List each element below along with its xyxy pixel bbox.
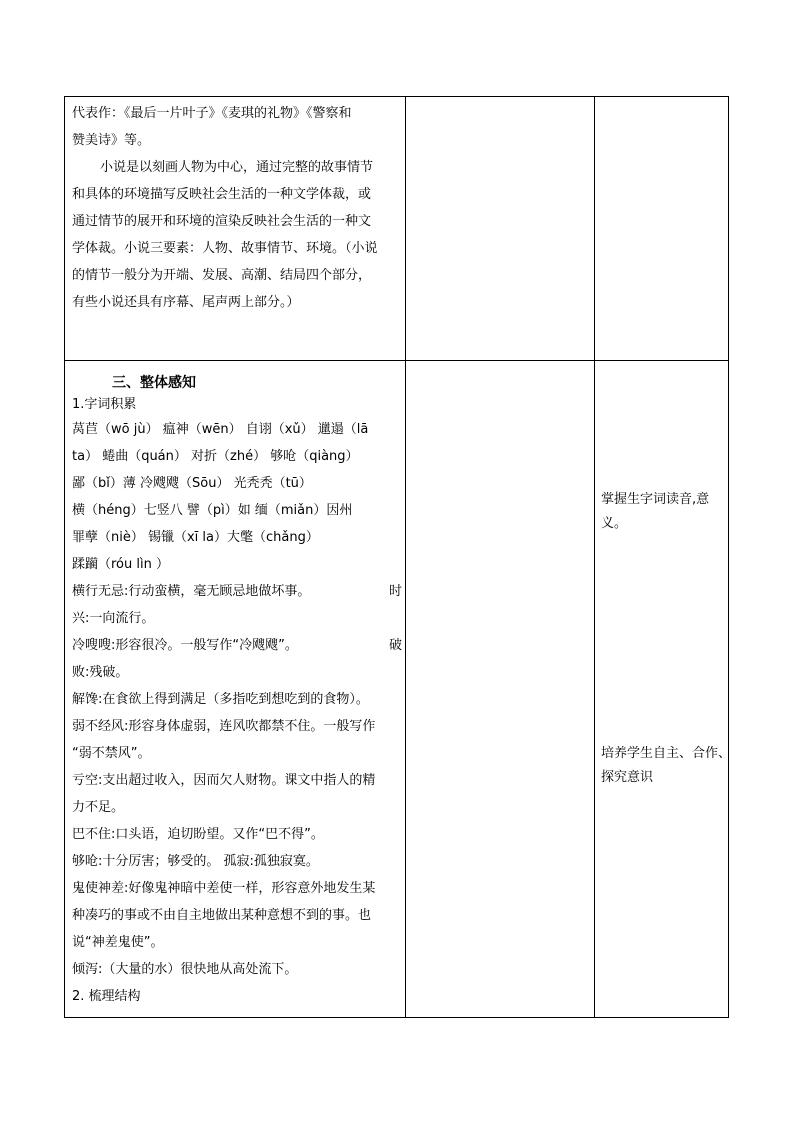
definition-line-cont-1: 兴:一向流行。 xyxy=(72,611,155,626)
vocab-line-4: 横（héng）七竖八 譬（pì）如 缅（miǎn）因州 xyxy=(72,503,353,518)
column-divider-1 xyxy=(405,97,406,1017)
row1-line-1: 代表作：《最后一片叶子》《麦琪的礼物》《警察和 xyxy=(72,106,352,121)
row1-line-3: 小说是以刻画人物为中心，通过完整的故事情节 xyxy=(100,160,374,175)
definition-line: 倾泻:（大量的水）很快地从高处流下。 xyxy=(72,962,298,977)
section-heading: 三、整体感知 xyxy=(112,375,196,391)
definition-line-split-2 xyxy=(72,632,402,659)
vocab-line-5: 罪孽（niè） 锡镴（xī la）大氅（chǎng） xyxy=(72,530,319,545)
row1-line-7: 的情节一般分为开端、发展、高潮、结局四个部分， xyxy=(72,268,372,283)
column-divider-2 xyxy=(594,97,595,1017)
vocab-line-6: 蹂躏（róu lìn ） xyxy=(72,557,169,572)
row1-line-4: 和具体的环境描写反映社会生活的一种文学体裁，或 xyxy=(72,187,372,202)
definition-line: 亏空:支出超过收入，因而欠人财物。课文中指人的精 xyxy=(72,773,376,788)
lesson-plan-table xyxy=(64,96,732,1018)
definition-line: 巴不住:口头语，迫切盼望。又作“巴不得”。 xyxy=(72,827,324,842)
definition-line: 解馋:在食欲上得到满足（多指吃到想吃到的食物）。 xyxy=(72,692,369,707)
definition-text: 冷嗖嗖:形容很冷。一般写作“冷飕飕”。 xyxy=(72,638,298,653)
definition-line: 弱不经风:形容身体虚弱，连风吹都禁不住。一般写作 xyxy=(72,719,376,734)
goal-note-2-line-1: 培养学生自主、合作、 xyxy=(601,746,732,761)
row1-line-8: 有些小说还具有序幕、尾声两上部分。） xyxy=(72,295,300,310)
vocab-subheading: 1.字词积累 xyxy=(72,397,137,412)
row1-line-5: 通过情节的展开和环境的渲染反映社会生活的一种文 xyxy=(72,214,372,229)
definition-line: 鬼使神差:好像鬼神暗中差使一样，形容意外地发生某 xyxy=(72,881,376,896)
row1-line-6: 学体裁。小说三要素：人物、故事情节、环境。（小说 xyxy=(72,241,378,256)
vocab-line-3: 鄙（bǐ）薄 冷飕飕（Sōu） 光秃秃（tū） xyxy=(72,476,312,491)
definition-text-tail: 破 xyxy=(388,638,402,653)
definition-text-tail: 时 xyxy=(388,584,402,599)
row1-content-cell xyxy=(72,100,402,316)
goal-note-1-line-2: 义。 xyxy=(601,516,628,531)
row1-line-2: 赞美诗》等。 xyxy=(72,133,151,148)
definition-line-cont-2: 败:残破。 xyxy=(72,665,129,680)
definition-line: 够呛:十分厉害；够受的。 孤寂:孤独寂寞。 xyxy=(72,854,319,869)
vocab-line-2: ta） 蜷曲（quán） 对折（zhé） 够呛（qiàng） xyxy=(72,449,359,464)
definition-text: 横行无忌:行动蛮横，毫无顾忌地做坏事。 xyxy=(72,584,311,599)
definition-line: 种凑巧的事或不由自主地做出某种意想不到的事。也 xyxy=(72,908,372,923)
goal-note-1 xyxy=(601,488,709,536)
goal-note-1-line-1: 掌握生字词读音,意 xyxy=(601,492,710,507)
definition-line: 力不足。 xyxy=(72,800,125,815)
goal-note-2-line-2: 探究意识 xyxy=(601,770,654,785)
vocab-line-1: 莴苣（wō jù） 瘟神（wēn） 自诩（xǔ） 邋遢（lā xyxy=(72,422,369,437)
structure-subheading: 2. 梳理结构 xyxy=(72,989,141,1004)
definition-line: “弱不禁风”。 xyxy=(72,746,151,761)
definition-line: 说“神差鬼使”。 xyxy=(72,935,164,950)
row2-content-cell xyxy=(72,372,402,1010)
goal-note-2 xyxy=(601,742,731,790)
row-divider xyxy=(65,360,728,361)
definition-line-split-1 xyxy=(72,578,402,605)
